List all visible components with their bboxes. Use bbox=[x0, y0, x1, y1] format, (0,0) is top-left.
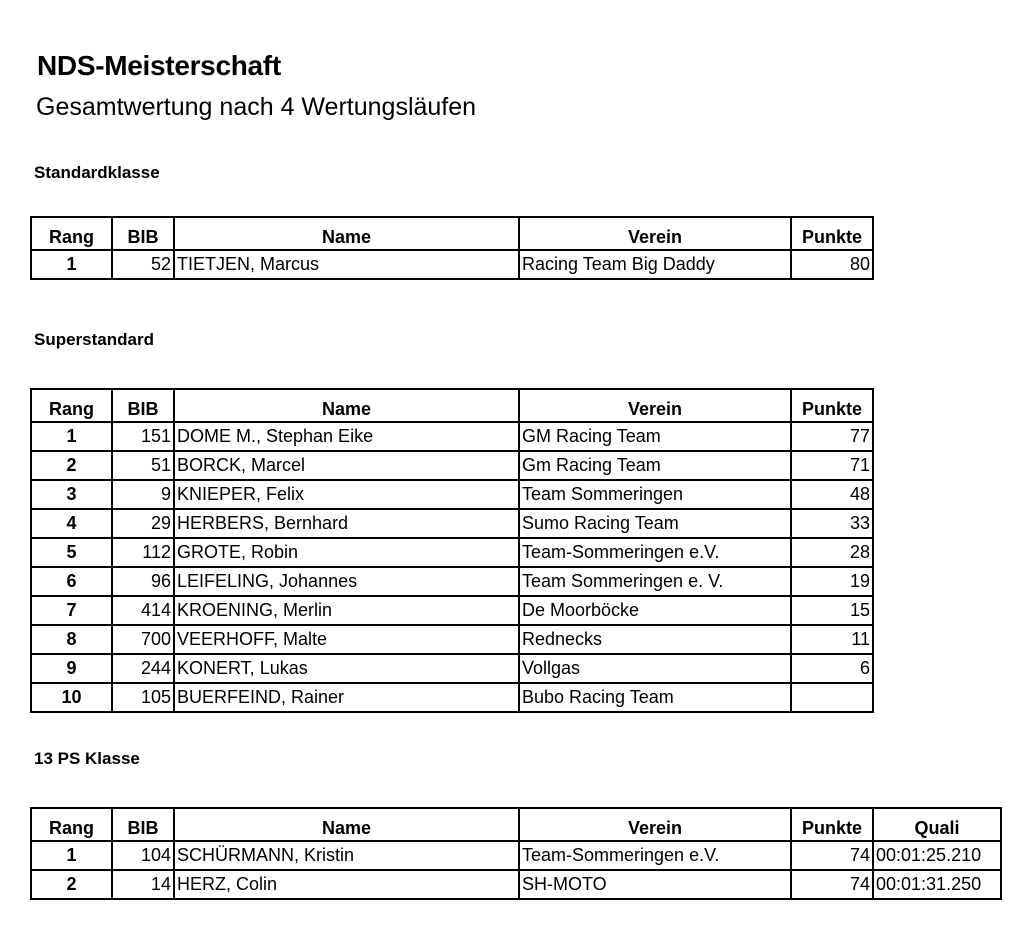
header-name: Name bbox=[174, 808, 519, 841]
section-title-superstandard: Superstandard bbox=[34, 330, 154, 349]
table-row bbox=[31, 250, 873, 279]
cell-punkte bbox=[791, 683, 873, 712]
cell-verein: Vollgas bbox=[519, 654, 791, 683]
header-name: Name bbox=[174, 217, 519, 250]
table-row bbox=[31, 538, 873, 567]
cell-bib: 51 bbox=[112, 451, 174, 480]
page-title: NDS-Meisterschaft bbox=[37, 50, 281, 81]
cell-name: DOME M., Stephan Eike bbox=[174, 422, 519, 451]
cell-verein: Racing Team Big Daddy bbox=[519, 250, 791, 279]
cell-rang: 1 bbox=[31, 422, 112, 451]
section-title-standardklasse: Standardklasse bbox=[34, 163, 160, 182]
header-bib: BIB bbox=[112, 808, 174, 841]
cell-rang: 10 bbox=[31, 683, 112, 712]
header-rang: Rang bbox=[31, 217, 112, 250]
table-row bbox=[31, 480, 873, 509]
cell-name: VEERHOFF, Malte bbox=[174, 625, 519, 654]
table-header-row bbox=[31, 808, 1001, 841]
table-row bbox=[31, 596, 873, 625]
cell-punkte: 33 bbox=[791, 509, 873, 538]
header-punkte: Punkte bbox=[791, 808, 873, 841]
cell-rang: 2 bbox=[31, 451, 112, 480]
header-verein: Verein bbox=[519, 217, 791, 250]
cell-rang: 2 bbox=[31, 870, 112, 899]
header-name: Name bbox=[174, 389, 519, 422]
cell-bib: 105 bbox=[112, 683, 174, 712]
header-bib: BIB bbox=[112, 217, 174, 250]
cell-name: SCHÜRMANN, Kristin bbox=[174, 841, 519, 870]
header-quali: Quali bbox=[873, 808, 1001, 841]
cell-bib: 52 bbox=[112, 250, 174, 279]
cell-punkte: 48 bbox=[791, 480, 873, 509]
cell-bib: 414 bbox=[112, 596, 174, 625]
cell-name: TIETJEN, Marcus bbox=[174, 250, 519, 279]
cell-rang: 1 bbox=[31, 250, 112, 279]
cell-bib: 29 bbox=[112, 509, 174, 538]
table-row bbox=[31, 422, 873, 451]
cell-name: HERBERS, Bernhard bbox=[174, 509, 519, 538]
cell-rang: 8 bbox=[31, 625, 112, 654]
cell-verein: SH-MOTO bbox=[519, 870, 791, 899]
cell-bib: 112 bbox=[112, 538, 174, 567]
cell-bib: 14 bbox=[112, 870, 174, 899]
cell-verein: Sumo Racing Team bbox=[519, 509, 791, 538]
cell-verein: Team Sommeringen e. V. bbox=[519, 567, 791, 596]
cell-verein: Gm Racing Team bbox=[519, 451, 791, 480]
cell-name: GROTE, Robin bbox=[174, 538, 519, 567]
cell-quali: 00:01:25.210 bbox=[873, 841, 1001, 870]
cell-verein: Team-Sommeringen e.V. bbox=[519, 841, 791, 870]
cell-verein: Team-Sommeringen e.V. bbox=[519, 538, 791, 567]
cell-verein: Bubo Racing Team bbox=[519, 683, 791, 712]
cell-bib: 104 bbox=[112, 841, 174, 870]
header-punkte: Punkte bbox=[791, 389, 873, 422]
cell-punkte: 74 bbox=[791, 870, 873, 899]
results-table-superstandard bbox=[30, 388, 874, 713]
header-verein: Verein bbox=[519, 808, 791, 841]
cell-rang: 9 bbox=[31, 654, 112, 683]
cell-punkte: 77 bbox=[791, 422, 873, 451]
header-rang: Rang bbox=[31, 389, 112, 422]
cell-bib: 244 bbox=[112, 654, 174, 683]
header-verein: Verein bbox=[519, 389, 791, 422]
cell-name: HERZ, Colin bbox=[174, 870, 519, 899]
cell-punkte: 71 bbox=[791, 451, 873, 480]
table-header-row bbox=[31, 389, 873, 422]
cell-verein: Rednecks bbox=[519, 625, 791, 654]
cell-name: KNIEPER, Felix bbox=[174, 480, 519, 509]
cell-name: KONERT, Lukas bbox=[174, 654, 519, 683]
cell-rang: 7 bbox=[31, 596, 112, 625]
cell-rang: 4 bbox=[31, 509, 112, 538]
cell-name: BUERFEIND, Rainer bbox=[174, 683, 519, 712]
table-row bbox=[31, 870, 1001, 899]
cell-punkte: 15 bbox=[791, 596, 873, 625]
cell-verein: Team Sommeringen bbox=[519, 480, 791, 509]
table-row bbox=[31, 654, 873, 683]
cell-bib: 700 bbox=[112, 625, 174, 654]
cell-rang: 3 bbox=[31, 480, 112, 509]
results-table-standardklasse bbox=[30, 216, 874, 280]
table-row bbox=[31, 841, 1001, 870]
cell-verein: De Moorböcke bbox=[519, 596, 791, 625]
header-punkte: Punkte bbox=[791, 217, 873, 250]
results-table-13-ps-klasse bbox=[30, 807, 1002, 900]
cell-bib: 151 bbox=[112, 422, 174, 451]
cell-rang: 1 bbox=[31, 841, 112, 870]
cell-quali: 00:01:31.250 bbox=[873, 870, 1001, 899]
table-row bbox=[31, 451, 873, 480]
cell-punkte: 6 bbox=[791, 654, 873, 683]
page-subtitle: Gesamtwertung nach 4 Wertungsläufen bbox=[36, 93, 477, 121]
cell-name: BORCK, Marcel bbox=[174, 451, 519, 480]
section-title-13-ps-klasse: 13 PS Klasse bbox=[34, 749, 140, 768]
header-bib: BIB bbox=[112, 389, 174, 422]
cell-bib: 96 bbox=[112, 567, 174, 596]
header-rang: Rang bbox=[31, 808, 112, 841]
cell-punkte: 19 bbox=[791, 567, 873, 596]
cell-punkte: 80 bbox=[791, 250, 873, 279]
cell-name: LEIFELING, Johannes bbox=[174, 567, 519, 596]
cell-punkte: 74 bbox=[791, 841, 873, 870]
cell-punkte: 28 bbox=[791, 538, 873, 567]
cell-name: KROENING, Merlin bbox=[174, 596, 519, 625]
table-row bbox=[31, 683, 873, 712]
table-row bbox=[31, 509, 873, 538]
cell-bib: 9 bbox=[112, 480, 174, 509]
cell-rang: 5 bbox=[31, 538, 112, 567]
cell-punkte: 11 bbox=[791, 625, 873, 654]
cell-rang: 6 bbox=[31, 567, 112, 596]
table-header-row bbox=[31, 217, 873, 250]
table-row bbox=[31, 625, 873, 654]
cell-verein: GM Racing Team bbox=[519, 422, 791, 451]
table-row bbox=[31, 567, 873, 596]
